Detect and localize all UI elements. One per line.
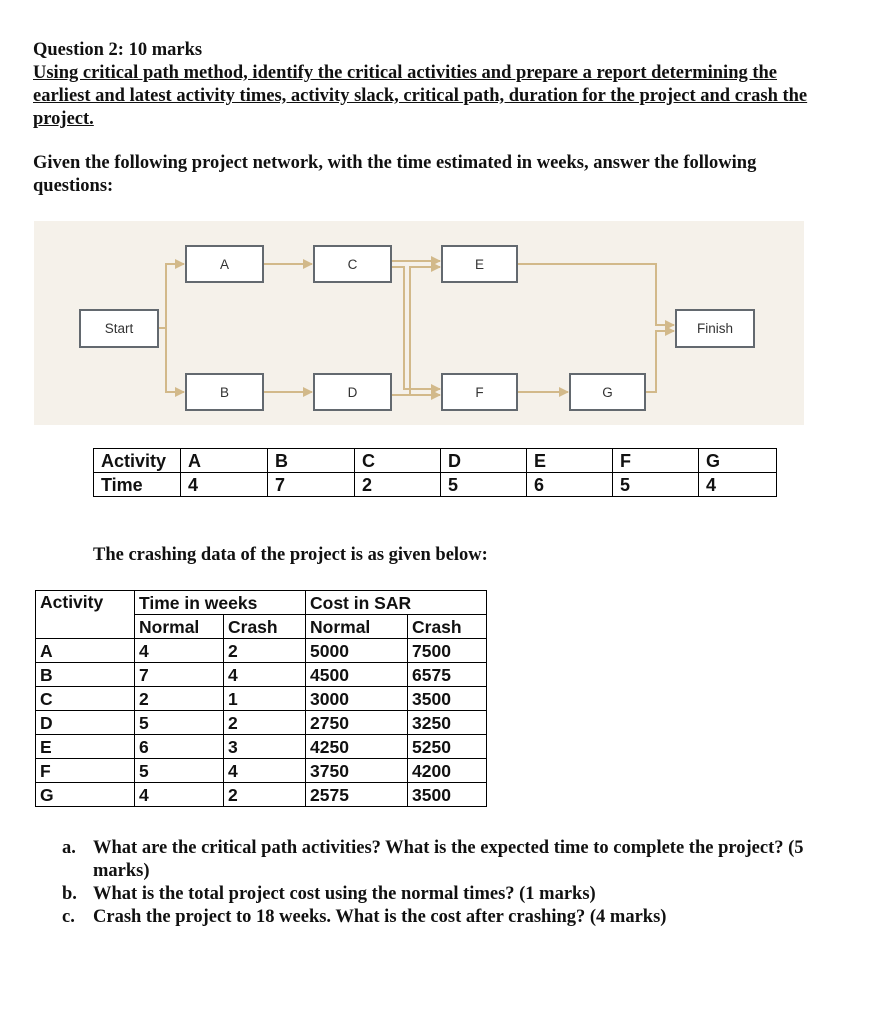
node-f: F — [441, 373, 518, 411]
activity-cell: G — [699, 449, 777, 473]
normal-cost-cell: 3000 — [306, 687, 408, 711]
normal-time-cell: 6 — [135, 735, 224, 759]
crash-time-cell: 4 — [224, 759, 306, 783]
cost-header: Cost in SAR — [306, 591, 487, 615]
table-row — [36, 711, 487, 735]
arrow-d-e — [410, 267, 440, 395]
activity-cell: B — [36, 663, 135, 687]
activity-cell: F — [613, 449, 699, 473]
question-letter: c. — [62, 907, 75, 927]
project-network-diagram — [34, 221, 804, 425]
start-node: Start — [79, 309, 159, 348]
crash-cost-cell: 7500 — [408, 639, 487, 663]
crash-cost-cell: 3500 — [408, 687, 487, 711]
activity-cell: D — [441, 449, 527, 473]
activity-cell: D — [36, 711, 135, 735]
crash-cost-header: Crash — [408, 615, 487, 639]
activity-row — [94, 449, 777, 473]
time-cell: 6 — [527, 473, 613, 497]
normal-cost-cell: 2575 — [306, 783, 408, 807]
node-e: E — [441, 245, 518, 283]
crash-time-cell: 4 — [224, 663, 306, 687]
question-text: Crash the project to 18 weeks. What is the cost after crashing? (4 marks) — [93, 907, 667, 927]
crash-caption: The crashing data of the project is as given below: — [93, 545, 488, 565]
given-statement: Given the following project network, with the time estimated in weeks, answer the following questions: — [33, 153, 757, 196]
arrow-c-f — [392, 267, 440, 389]
activity-time-table — [93, 448, 777, 497]
crash-time-cell: 3 — [224, 735, 306, 759]
activity-cell: A — [36, 639, 135, 663]
table-row — [36, 687, 487, 711]
time-label: Time — [94, 473, 181, 497]
node-a: A — [185, 245, 264, 283]
arrow-start-a — [158, 264, 184, 328]
header-row — [36, 591, 487, 615]
crash-cost-cell: 6575 — [408, 663, 487, 687]
table-row — [36, 759, 487, 783]
table-row — [36, 639, 487, 663]
activity-cell: E — [36, 735, 135, 759]
normal-cost-cell: 4250 — [306, 735, 408, 759]
time-row — [94, 473, 777, 497]
finish-node: Finish — [675, 309, 755, 348]
node-b: B — [185, 373, 264, 411]
normal-time-cell: 7 — [135, 663, 224, 687]
crash-time-header: Crash — [224, 615, 306, 639]
arrow-start-b — [166, 328, 184, 392]
crash-cost-cell: 5250 — [408, 735, 487, 759]
crash-cost-cell: 4200 — [408, 759, 487, 783]
normal-cost-header: Normal — [306, 615, 408, 639]
question-text: What are the critical path activities? What is the expected time to complete the project? (5 marks) — [93, 838, 804, 881]
node-g: G — [569, 373, 646, 411]
activity-cell: C — [36, 687, 135, 711]
question-letter: b. — [62, 884, 77, 904]
normal-time-cell: 5 — [135, 711, 224, 735]
activity-cell: C — [355, 449, 441, 473]
question-item — [62, 883, 822, 906]
normal-time-header: Normal — [135, 615, 224, 639]
table-row — [36, 735, 487, 759]
activity-cell: G — [36, 783, 135, 807]
question-item — [62, 906, 822, 929]
time-cell: 4 — [181, 473, 268, 497]
normal-cost-cell: 2750 — [306, 711, 408, 735]
node-d: D — [313, 373, 392, 411]
question-item — [62, 837, 822, 883]
normal-time-cell: 4 — [135, 639, 224, 663]
activity-cell: E — [527, 449, 613, 473]
node-c: C — [313, 245, 392, 283]
activity-cell: A — [181, 449, 268, 473]
question-instruction: Using critical path method, identify the critical activities and prepare a report determining the earliest and latest activity times, activity slack, critical path, duration for the project and crash the project. — [33, 63, 808, 129]
normal-cost-cell: 3750 — [306, 759, 408, 783]
normal-time-cell: 2 — [135, 687, 224, 711]
time-cell: 2 — [355, 473, 441, 497]
time-cell: 5 — [613, 473, 699, 497]
time-cell: 4 — [699, 473, 777, 497]
time-cell: 5 — [441, 473, 527, 497]
crash-time-cell: 2 — [224, 711, 306, 735]
table-row — [36, 663, 487, 687]
question-letter: a. — [62, 838, 76, 858]
activity-header: Activity — [36, 591, 135, 639]
crash-cost-cell: 3500 — [408, 783, 487, 807]
question-text: What is the total project cost using the normal times? (1 marks) — [93, 884, 596, 904]
crash-cost-cell: 3250 — [408, 711, 487, 735]
arrow-e-finish — [518, 264, 674, 325]
table-row — [36, 783, 487, 807]
activity-cell: F — [36, 759, 135, 783]
crash-time-cell: 2 — [224, 783, 306, 807]
question-list — [62, 837, 822, 929]
activity-label: Activity — [94, 449, 181, 473]
normal-time-cell: 4 — [135, 783, 224, 807]
normal-cost-cell: 5000 — [306, 639, 408, 663]
time-header: Time in weeks — [135, 591, 306, 615]
question-title: Question 2: 10 marks — [33, 40, 203, 60]
time-cell: 7 — [268, 473, 355, 497]
crash-time-cell: 1 — [224, 687, 306, 711]
normal-time-cell: 5 — [135, 759, 224, 783]
crashing-data-table — [35, 590, 487, 807]
activity-cell: B — [268, 449, 355, 473]
arrow-g-finish — [646, 331, 674, 392]
normal-cost-cell: 4500 — [306, 663, 408, 687]
crash-time-cell: 2 — [224, 639, 306, 663]
